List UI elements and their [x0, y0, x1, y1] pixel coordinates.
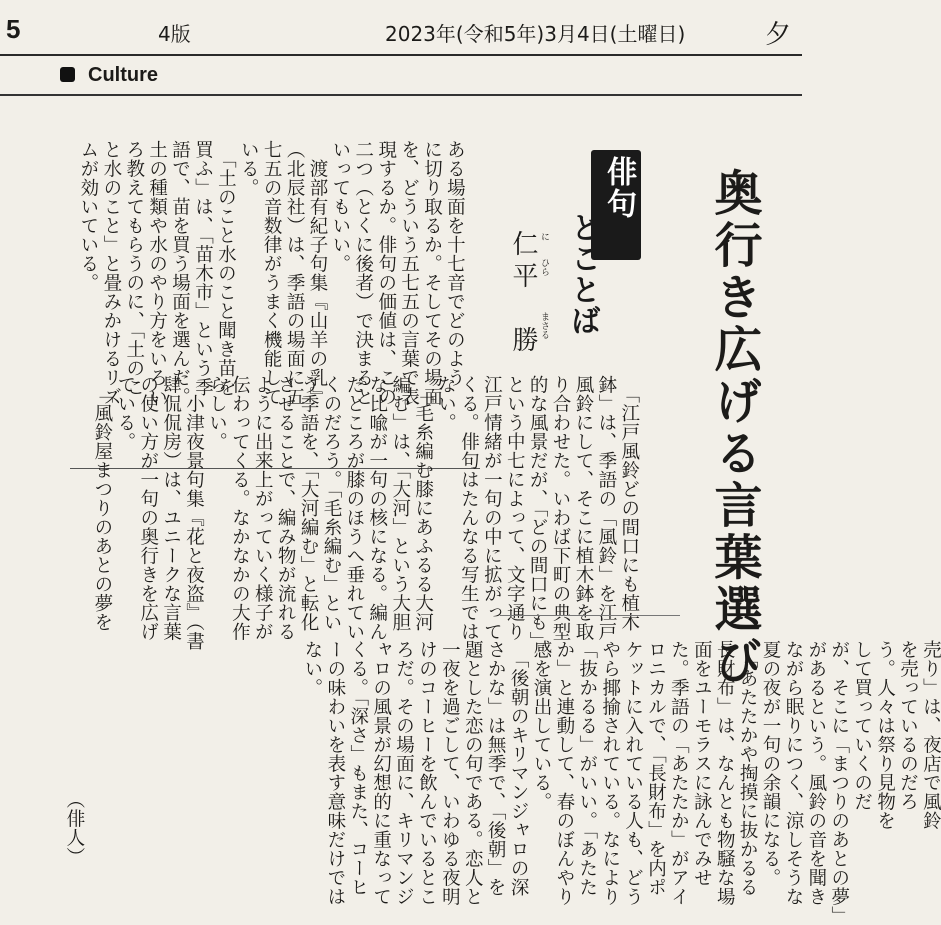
body-line: くのだろう。「毛糸編む」とい	[320, 375, 342, 632]
body-line: さかな」は無季で、「後朝」を	[485, 640, 507, 897]
issue-date: 2023年(令和5年)3月4日(土曜日)	[385, 22, 686, 46]
body-line: いる。	[238, 140, 260, 197]
body-line: 一夜を過ごして、いわゆる夜明	[439, 640, 461, 906]
body-line: 肆侃侃房）は、ユニークな言葉	[160, 375, 182, 641]
article-headline: 奥行き広げる言葉選び	[706, 168, 762, 688]
body-line: 土の種類や水のやり方をいろい	[146, 140, 168, 406]
author-ruby-hira: ひら	[539, 258, 549, 276]
body-line: の使い方が一句の奥行きを広げ	[137, 375, 159, 641]
body-line: があるという。風鈴の音を聞き	[805, 640, 827, 906]
body-line: 「抜かるる」がいい。「あたた	[576, 640, 598, 897]
body-line: ている。	[114, 375, 136, 451]
body-line: ように出来上がっていく様子が	[252, 375, 274, 641]
page-header	[0, 0, 802, 56]
body-line: 長財布」は、なんとも物騒な場	[714, 640, 736, 906]
body-line: ムが効いている。	[77, 140, 99, 292]
body-line: 風鈴にして、そこに植木鉢を取	[572, 375, 594, 641]
body-line: させることで、編み物が流れる	[275, 375, 297, 641]
body-line: 「毛糸編む膝にあふるる大河	[412, 375, 434, 632]
section-square-icon	[60, 67, 75, 82]
body-line: ャロの風景が幻想的に重なって	[370, 640, 392, 906]
body-line: 「江戸風鈴どの間口にも植木	[618, 375, 640, 632]
body-line: ーの味わいを表す意味だけでは	[324, 640, 346, 906]
body-line: だところが膝のほうへ垂れてい	[343, 375, 365, 641]
body-line: くる。俳句はたんなる写生では	[458, 375, 480, 641]
series-logo-haiku: 俳句	[601, 156, 636, 220]
body-line: 伝わってくる。なかなかの大作	[229, 375, 251, 641]
body-line: を売っているのだろ	[897, 640, 919, 811]
body-line: 鉢」は、季語の「風鈴」を江戸	[595, 375, 617, 641]
body-line: 題とした恋の句である。恋人と	[462, 640, 484, 906]
body-line: 買ふ」は、「苗木市」という季	[192, 140, 214, 397]
body-line: 「風鈴屋まつりのあとの夢を	[91, 375, 113, 632]
body-line: 「あたたかや掏摸に抜かるる	[737, 640, 759, 897]
page-number: 5	[6, 14, 21, 44]
section-title: Culture	[88, 64, 158, 86]
body-line: 語で、苗を買う場面を選んだ。	[169, 140, 191, 406]
body-line: 感を演出している。	[530, 640, 552, 811]
body-line: 現するか。俳句の価値は、この	[375, 140, 397, 406]
body-line: くる。「深さ」もまた、コーヒ	[347, 640, 369, 897]
article-body-right-bottom	[76, 140, 465, 455]
body-line: という中七によって、文字通り	[504, 375, 526, 641]
body-line: ある場面を十七音でどのよう	[444, 140, 466, 387]
body-line: り合わせた。いわば下町の典型	[550, 375, 572, 641]
edition-label: 4版	[158, 22, 191, 46]
body-line: か」と連動して、春のぼんやり	[553, 640, 575, 906]
author-ruby-masaru: まさる	[539, 312, 549, 339]
body-line: らしい。	[206, 375, 228, 451]
article-body-left-top	[300, 640, 941, 925]
body-line: ない。	[435, 375, 457, 432]
body-line: 七五の音数律がうまく機能して	[261, 140, 283, 406]
body-line: 「後朝のキリマンジャロの深	[508, 640, 530, 897]
body-line: 面をユーモラスに詠んでみせ	[691, 640, 713, 887]
body-line: と水のこと」と畳みかけるリズ	[100, 140, 122, 406]
body-line: やら揶揄されている。なにより	[599, 640, 621, 906]
body-line: う。人々は祭り見物を	[874, 640, 896, 830]
body-line: 編む」は、「大河」という大胆	[389, 375, 411, 632]
body-line: ながら眠りにつく、涼しそうな	[782, 640, 804, 906]
evening-edition-mark: 夕	[765, 20, 792, 50]
body-line: ろ教えてもらうのに、「土のこ	[123, 140, 145, 397]
body-line: （北辰社）は、季語の場面に五	[284, 140, 306, 406]
body-line: ろだ。その場面に、キリマンジ	[393, 640, 415, 906]
body-line: 江戸情緒が一句の中に拡がって	[481, 375, 503, 641]
body-line: 的な風景だが、「どの間口にも」	[527, 375, 549, 651]
body-line: う季語を、「大河編む」と転化	[298, 375, 320, 632]
body-line: して買っていくのだ	[851, 640, 873, 811]
body-line: 小津夜景句集『花と夜盗』（書	[183, 375, 205, 651]
body-line: 売り」は、夜店で風鈴	[920, 640, 941, 830]
body-line: ない。	[301, 640, 323, 697]
body-line: 二つ（とくに後者）で決まると	[352, 140, 374, 406]
body-line: に切り取るか。そしてその場面	[421, 140, 443, 406]
body-line: な比喩が一句の核になる。編ん	[366, 375, 388, 641]
body-line: が、そこに「まつりのあとの夢」	[828, 640, 850, 925]
series-logo-to-kotoba: とことば	[565, 212, 600, 336]
author-title-byline: （俳人）	[63, 790, 85, 866]
author-name: 仁平 勝	[508, 230, 538, 358]
body-line: いってもいい。	[329, 140, 351, 273]
body-line: 夏の夜が一句の余韻になる。	[760, 640, 782, 887]
body-line: ロニカルで、「長財布」を内ポ	[645, 640, 667, 897]
body-line: た。季語の「あたたか」がアイ	[668, 640, 690, 906]
body-line: ケットに入れている人も、どう	[622, 640, 644, 906]
body-line: 「土のこと水のこと聞き苗を	[215, 140, 237, 397]
right-column-divider	[500, 615, 680, 617]
author-ruby-ni: に	[539, 232, 549, 241]
body-line: 渡部有紀子句集『山羊の乳』	[306, 140, 328, 406]
body-line: を、どういう五七五の言葉で表	[398, 140, 420, 406]
body-line: けのコーヒーを飲んでいるとこ	[416, 640, 438, 906]
